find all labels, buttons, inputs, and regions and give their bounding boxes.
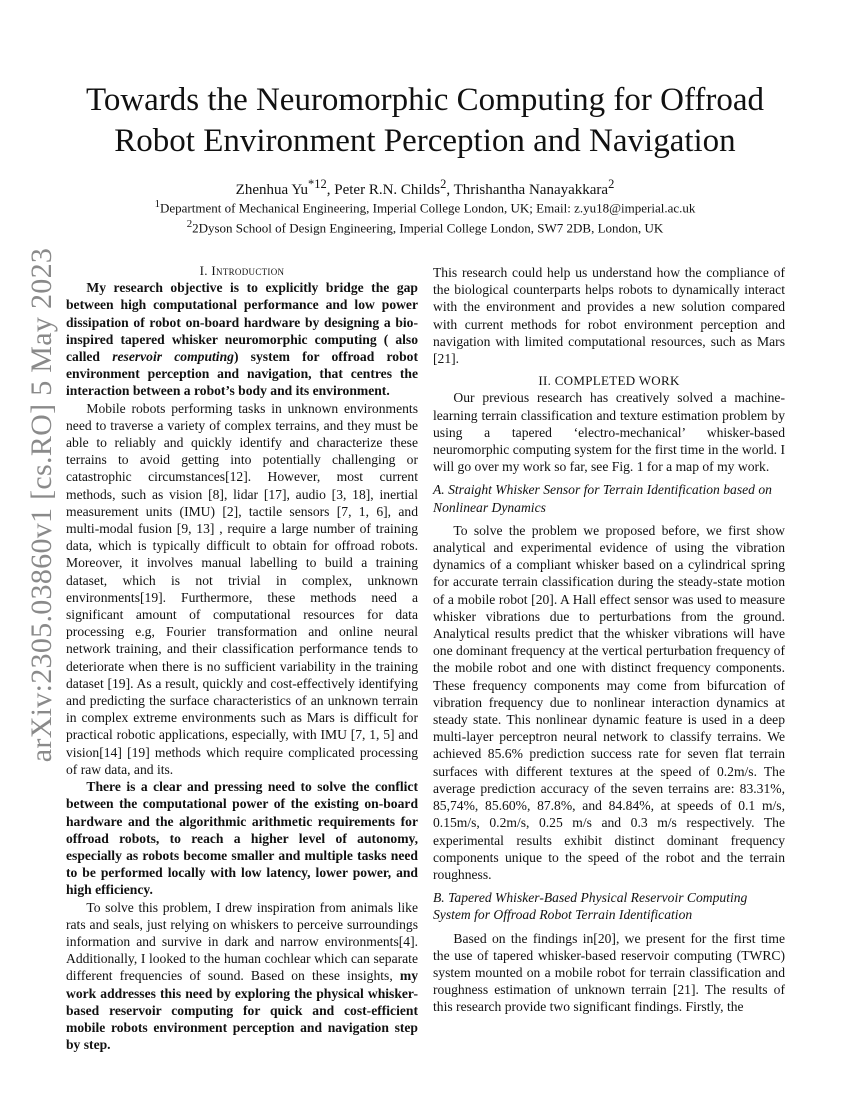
right-column [433, 264, 785, 1016]
author-2-sup: 2 [440, 177, 447, 191]
author-3: , Thrishantha Nanayakkara [446, 182, 609, 198]
affiliation-1 [60, 196, 790, 216]
intro-p4-part-a: To solve this problem, I drew inspiration from animals like rats and seals, just relying on whiskers to perceive surroundings information and survive in dark and narrow environments[4]. Additionally, I looked to the human cochlear which can separate different frequencies of sound. Based on these insights, [66, 899, 418, 984]
author-2: , Peter R.N. Childs [326, 182, 441, 198]
affiliation-2-sup: 2 [186, 218, 193, 231]
affiliations [60, 196, 790, 237]
subsection-heading-b: B. Tapered Whisker-Based Physical Reservoir Computing System for Offroad Robot Terrain Identification [433, 890, 748, 923]
intro-paragraph-4 [66, 899, 418, 1054]
affiliation-2 [60, 216, 790, 236]
section-heading-introduction: I. Introduction [199, 263, 285, 278]
arxiv-stamp-text: arXiv:2305.03860v1 [cs.RO] 5 May 2023 [25, 247, 58, 763]
author-1-sup: *12 [308, 177, 327, 191]
section-heading-completed-work: II. COMPLETED WORK [538, 373, 680, 389]
intro-paragraph-4-continued: This research could help us understand how the compliance of the biological counterparts helps robots to dynamically interact with the environment and provides a new solution compared with current methods for robot environment perception and navigation with limited computational resources, such as Mars [21]. [433, 265, 785, 367]
author-1: Zhenhua Yu [235, 182, 308, 198]
intro-paragraph-3 [66, 778, 418, 898]
affiliation-1-sup: 1 [154, 198, 160, 210]
subsection-a-paragraph-1: To solve the problem we proposed before, we first show analytical and experimental evidence of using the vibration dynamics of a compliant whisker based on a cylindrical spring for accurate terrain classification during the steady-state motion of a mobile robot [20]. A Hall effect sensor was used to measure whisker vibrations due to perturbations from the ground. Analytical results predict that the whisker vibrations will have one dominant frequency at the vertical perturbation frequency of the mobile robot and one with distinct frequency components. These frequency components may come from bifurcation of vibration frequency due to nonlinear interaction dynamics at steady state. This nonlinear dynamic feature is used in a deep multi-layer perceptron neural network to classify terrains. We achieved 85.6% prediction success rate for seven flat terrain surfaces with different textures at the speed of 0.2m/s. The average prediction accuracy of the seven terrains are: 83.31%, 85,74%, 85.60%, 87.8%, and 84.84%, at speeds of 0.1 m/s, 0.15m/s, 0.2m/s, 0.25 m/s and 0.3 m/s respectively. The experimental results exhibit distinct dominant frequency components unique to the speed of the robot and the terrain roughness. [433, 522, 785, 882]
completed-paragraph-1: Our previous research has creatively solved a machine-learning terrain classification and texture estimation problem by using a tapered ‘electro-mechanical’ whisker-based neuromorphic computing system for the first time in the world. I will go over my work so far, see Fig. 1 for a map of my work. [433, 390, 785, 475]
author-3-sup: 2 [608, 177, 615, 191]
affiliation-1-text: Department of Mechanical Engineering, Imperial College London, UK; Email: z.yu18@imperial.ac.uk [160, 200, 696, 216]
arxiv-stamp [18, 247, 66, 763]
intro-p3-bold: There is a clear and pressing need to solve the conflict between the computational power of the existing on-board hardware and the algorithmic arithmetic requirements for offroad robots, to reach a higher level of autonomy, especially as robots become smaller and multiple tasks need to be performed locally with low latency, lower power, and high efficiency. [66, 779, 418, 898]
intro-p4-bold: my work addresses this need by exploring the physical whisker-based reservoir computing for quick and cost-efficient mobile robots environment perception and navigation step by step. [66, 968, 418, 1053]
paper-title: Towards the Neuromorphic Computing for Offroad Robot Environment Perception and Navigation [85, 82, 764, 159]
subsection-heading-a: A. Straight Whisker Sensor for Terrain Identification based on Nonlinear Dynamics [433, 482, 772, 515]
subsection-b-paragraph-1: Based on the findings in[20], we present for the first time the use of tapered whisker-based reservoir computing (TWRC) system mounted on a mobile robot for terrain classification and roughness estimation of unknown terrain [21]. The results of this research provide two significant findings. Firstly, the [433, 930, 785, 1015]
intro-paragraph-2: Mobile robots performing tasks in unknown environments need to traverse a variety of complex terrains, and they must be able to reliably and quickly identify and characterize these terrains to avoid getting into potentially challenging or catastrophic circumstances[12]. However, most current methods, such as vision [8], lidar [17], audio [3, 18], inertial measurement units (IMU) [2], tactile sensors [7, 1, 6], and multi-modal fusion [9, 13] , require a large number of training data, which is typically difficult to obtain for offroad robots. Moreover, it involves manual labelling to build a training dataset, which is not trivial in complex, unknown environments[19]. Furthermore, these methods need a significant amount of computational resources for data processing e.g, Fourier transformation and online neural network training, and their classification performance tends to deteriorate when there is no sufficient variability in the training dataset [19]. As a result, quickly and cost-effectively identifying and predicting the surface characteristics of an unknown terrain in complex extreme environments such as Mars is difficult for practical robotic applications, especially, with IMU [7, 1, 5] and vision[14] [19] methods which require complicated processing of raw data, and its. [66, 400, 418, 777]
left-column [66, 262, 418, 1053]
intro-p1-part-a: My research objective is to explicitly bridge the gap between high computational performance and low power dissipation of robot on-board hardware by designing a bio-inspired tapered whisker neuromorphic computing ( also called [66, 280, 418, 365]
affiliation-2-text: 2Dyson School of Design Engineering, Imperial College London, SW7 2DB, London, UK [192, 220, 664, 236]
intro-p1-part-b: ) system for offroad robot environment perception and navigation, that centres the interaction between a robot’s body and its environment. [66, 349, 418, 399]
intro-p1-emphasis: reservoir computing [112, 349, 234, 365]
intro-paragraph-1 [66, 279, 418, 399]
